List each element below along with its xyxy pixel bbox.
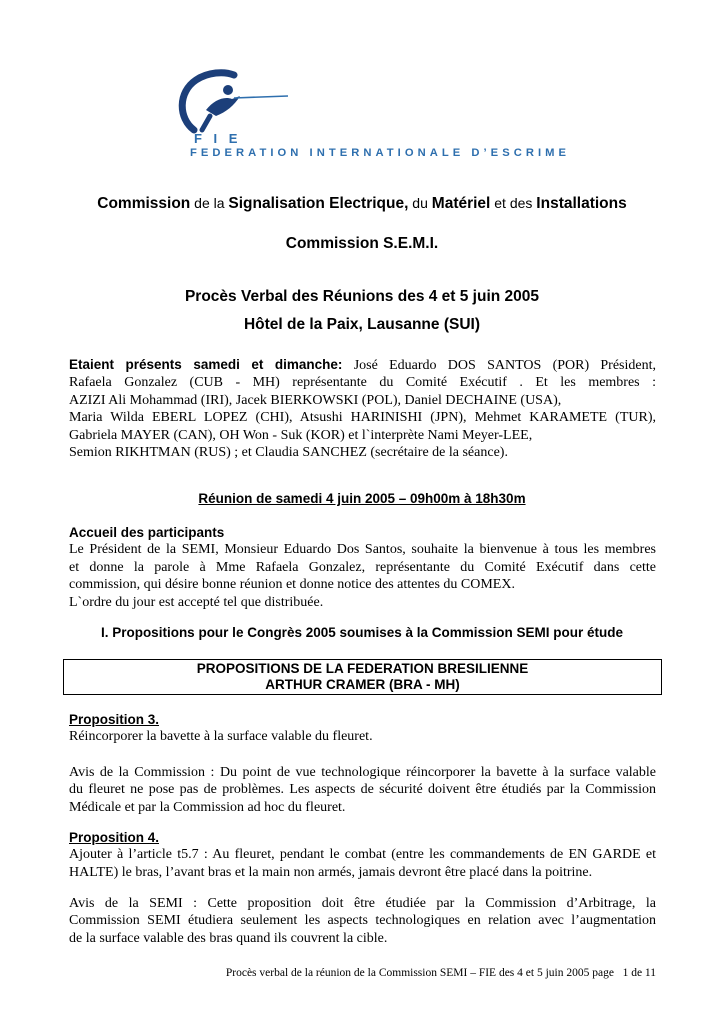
text-line: Gabriela MAYER (CAN), OH Won - Suk (KOR) et l`interprète Nami Meyer-LEE, <box>69 427 533 443</box>
title-part: et des <box>490 195 537 211</box>
text-line: de la surface valable des bras quand ils couvrent la cible. <box>69 930 388 946</box>
org-name: FEDERATION INTERNATIONALE D’ESCRIME <box>190 147 571 159</box>
logo-blade <box>234 96 288 98</box>
logo-letters: F I E <box>194 131 242 146</box>
proposition-4-heading: Proposition 4. <box>69 830 160 845</box>
page-number: 1 de 11 <box>622 967 656 979</box>
text-line: HALTE) le bras, l’avant bras et la main non armés, jamais devront être placé dans la poitrine. <box>69 864 593 880</box>
welcome-section <box>69 524 656 611</box>
text-line: AZIZI Ali Mohammad (IRI), Jacek BIERKOWSKI (POL), Daniel DECHAINE (USA), <box>69 392 562 408</box>
section-title: I. Propositions pour le Congrès 2005 soumises à la Commission SEMI pour étude <box>100 625 624 640</box>
proposal-box-line: PROPOSITIONS DE LA FEDERATION BRESILIENNE <box>196 661 529 676</box>
text-line: commission, qui désire bonne réunion et donne notice des attentes du COMEX. <box>69 577 515 593</box>
proposition-3 <box>69 711 656 746</box>
commission-full-title <box>0 195 724 213</box>
text-line: Rafaela Gonzalez (CUB - MH) représentante du Comité Exécutif . Et les membres : <box>69 375 656 391</box>
venue-title: Hôtel de la Paix, Lausanne (SUI) <box>243 316 480 333</box>
proposition-4 <box>69 829 656 881</box>
title-part: de la <box>190 195 229 211</box>
proposition-3-opinion <box>69 764 656 816</box>
logo-fencer-head <box>223 85 233 95</box>
text-line: du fleuret ne pose pas de problèmes. Les aspects de sécurité doivent être étudiés par la Commission <box>69 782 656 798</box>
logo-fencer-leg <box>202 116 210 130</box>
logo-fencer <box>206 96 240 116</box>
text-line: Semion RIKHTMAN (RUS) ; et Claudia SANCHEZ (secrétaire de la séance). <box>69 445 508 461</box>
text-line: L`ordre du jour est accepté tel que distribuée. <box>69 594 324 610</box>
title-part: Matériel <box>431 195 491 212</box>
page-footer <box>180 967 656 979</box>
text-line: Maria Wilda EBERL LOPEZ (CHI), Atsushi HARINISHI (JPN), Mehmet KARAMETE (TUR), <box>69 410 656 426</box>
attendees-paragraph <box>69 356 656 461</box>
title-part: Signalisation Electrique, <box>228 195 409 212</box>
minutes-title: Procès Verbal des Réunions des 4 et 5 juin 2005 <box>184 288 540 305</box>
text-line: José Eduardo DOS SANTOS (POR) Président, <box>353 358 657 373</box>
footer-text: Procès verbal de la réunion de la Commission SEMI – FIE des 4 et 5 juin 2005 page <box>225 967 614 979</box>
text-line: Avis de la SEMI : Cette proposition doit être étudiée par la Commission d’Arbitrage, la <box>69 896 656 911</box>
text-line: Réincorporer la bavette à la surface valable du fleuret. <box>69 729 373 745</box>
fie-logo <box>176 66 476 156</box>
text-line: et donne la parole à Mme Rafaela Gonzalez, représentante du Comité Exécutif dans cette <box>69 559 656 575</box>
title-part: Commission <box>97 195 191 212</box>
commission-short-title: Commission S.E.M.I. <box>285 235 439 252</box>
text-line: Le Président de la SEMI, Monsieur Eduardo Dos Santos, souhaite la bienvenue à tous les membres <box>69 542 656 558</box>
proposition-3-heading: Proposition 3. <box>69 712 160 727</box>
text-line: Médicale et par la Commission ad hoc du fleuret. <box>69 799 346 815</box>
text-line: Commission SEMI étudiera seulement les aspects technologiques en relation avec l’augmentation <box>69 913 656 929</box>
title-part: Installations <box>536 195 627 212</box>
attendees-label: Etaient présents samedi et dimanche: <box>69 357 343 372</box>
title-part: du <box>408 195 432 211</box>
proposal-box <box>63 659 662 695</box>
text-line: Ajouter à l’article t5.7 : Au fleuret, pendant le combat (entre les commandements de EN GARDE et <box>69 847 656 863</box>
welcome-heading: Accueil des participants <box>69 525 225 540</box>
proposal-box-line: ARTHUR CRAMER (BRA - MH) <box>265 677 460 692</box>
meeting-day-heading: Réunion de samedi 4 juin 2005 – 09h00m à 18h30m <box>198 491 526 506</box>
proposition-4-opinion <box>69 895 656 947</box>
text-line: Avis de la Commission : Du point de vue technologique réincorporer la bavette à la surface valable <box>69 765 656 780</box>
